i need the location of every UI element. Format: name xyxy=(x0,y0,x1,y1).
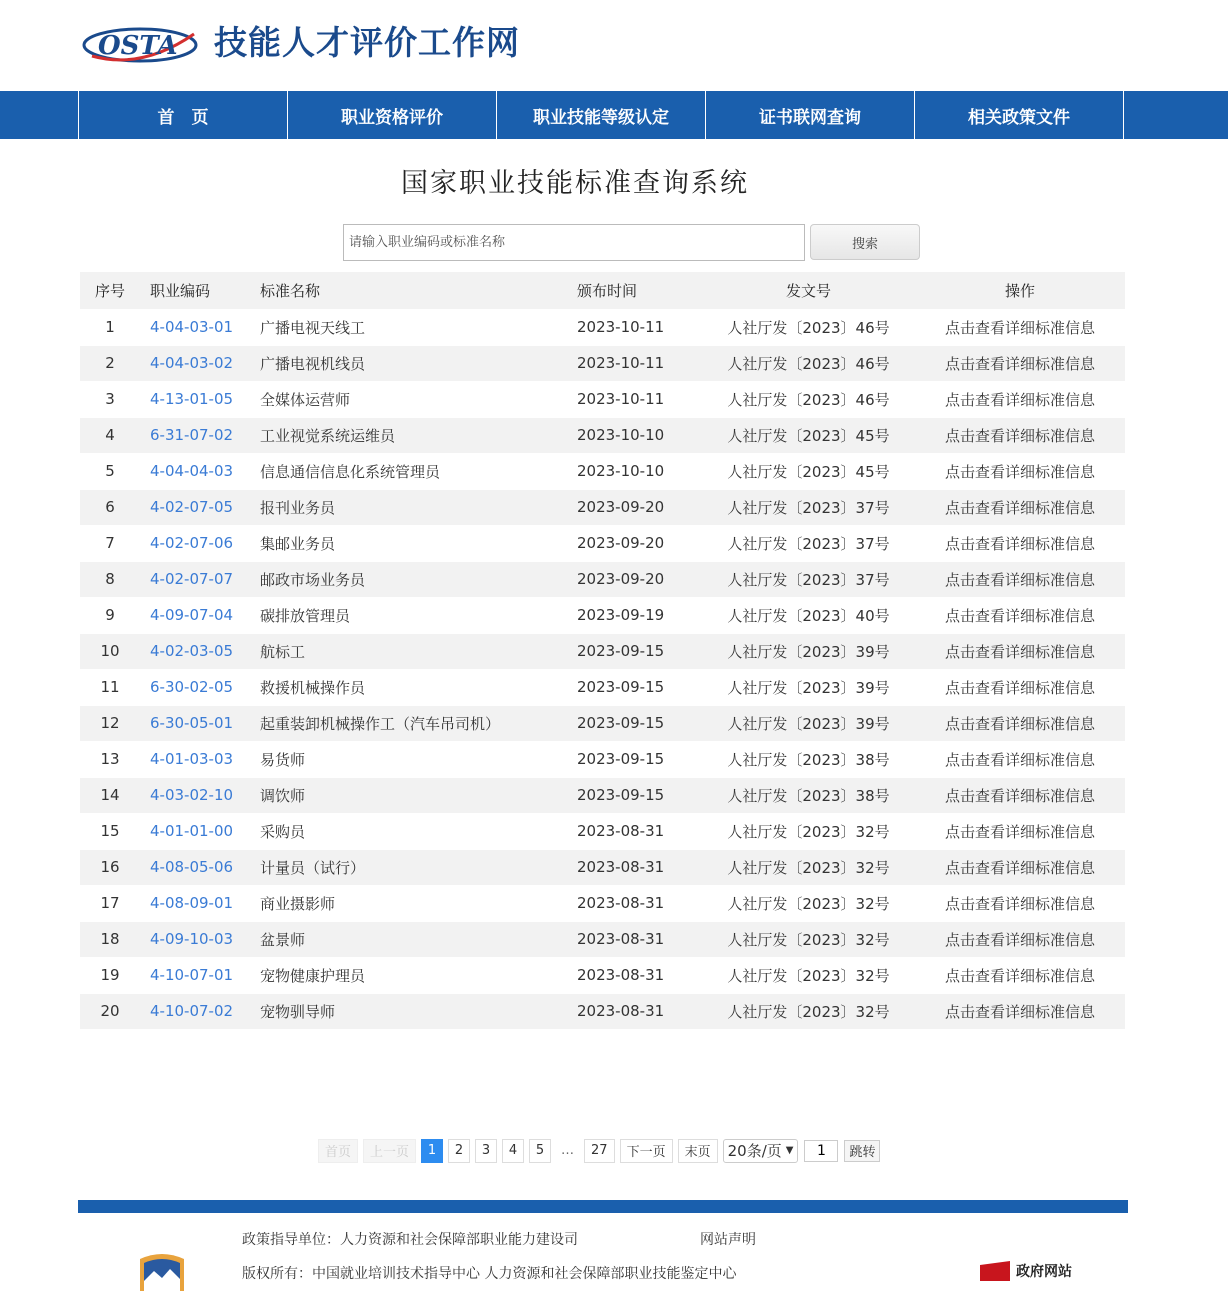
row-name: 商业摄影师 xyxy=(260,885,577,921)
header-date: 颁布时间 xyxy=(577,272,702,309)
footer-divider-bar xyxy=(78,1200,1128,1213)
row-date: 2023-09-15 xyxy=(577,777,702,813)
row-name: 易货师 xyxy=(260,741,577,777)
row-action-link[interactable]: 点击查看详细标准信息 xyxy=(915,417,1125,453)
row-doc: 人社厅发〔2023〕32号 xyxy=(702,885,915,921)
row-no: 11 xyxy=(80,669,140,705)
row-code-cell xyxy=(140,633,260,669)
table-row xyxy=(80,309,1125,345)
table-row xyxy=(80,561,1125,597)
row-date: 2023-09-20 xyxy=(577,525,702,561)
row-action-link[interactable]: 点击查看详细标准信息 xyxy=(915,849,1125,885)
page-number-button[interactable]: 2 xyxy=(448,1139,470,1163)
row-code[interactable]: 4-13-01-05 xyxy=(150,390,234,408)
table-row xyxy=(80,381,1125,417)
row-action-link[interactable]: 点击查看详细标准信息 xyxy=(915,885,1125,921)
row-name: 调饮师 xyxy=(260,777,577,813)
table-row xyxy=(80,597,1125,633)
row-doc: 人社厅发〔2023〕37号 xyxy=(702,489,915,525)
row-code[interactable]: 4-03-02-10 xyxy=(150,786,234,804)
row-no: 5 xyxy=(80,453,140,489)
row-name: 报刊业务员 xyxy=(260,489,577,525)
pagination xyxy=(318,1138,880,1163)
first-page-button[interactable]: 首页 xyxy=(318,1139,358,1163)
row-date: 2023-08-31 xyxy=(577,849,702,885)
row-doc: 人社厅发〔2023〕32号 xyxy=(702,921,915,957)
row-name: 全媒体运营师 xyxy=(260,381,577,417)
row-code[interactable]: 4-02-07-07 xyxy=(150,570,234,588)
row-name: 起重装卸机械操作工（汽车吊司机） xyxy=(260,705,577,741)
nav-item-qualification[interactable]: 职业资格评价 xyxy=(288,91,497,139)
row-code[interactable]: 4-04-04-03 xyxy=(150,462,234,480)
row-name: 宠物健康护理员 xyxy=(260,957,577,993)
row-doc: 人社厅发〔2023〕37号 xyxy=(702,525,915,561)
row-action-link[interactable]: 点击查看详细标准信息 xyxy=(915,525,1125,561)
row-action-link[interactable]: 点击查看详细标准信息 xyxy=(915,777,1125,813)
table-row xyxy=(80,417,1125,453)
prev-page-button[interactable]: 上一页 xyxy=(363,1139,416,1163)
table-row xyxy=(80,705,1125,741)
table-header-row xyxy=(80,272,1125,309)
row-code-cell xyxy=(140,741,260,777)
page-title: 国家职业技能标准查询系统 xyxy=(401,168,749,199)
row-code[interactable]: 6-30-05-01 xyxy=(150,714,234,732)
row-date: 2023-09-19 xyxy=(577,597,702,633)
row-action-link[interactable]: 点击查看详细标准信息 xyxy=(915,705,1125,741)
row-action-link[interactable]: 点击查看详细标准信息 xyxy=(915,921,1125,957)
nav-item-skill-level[interactable]: 职业技能等级认定 xyxy=(497,91,706,139)
row-code-cell xyxy=(140,885,260,921)
row-date: 2023-10-11 xyxy=(577,345,702,381)
row-name: 宠物驯导师 xyxy=(260,993,577,1029)
row-doc: 人社厅发〔2023〕32号 xyxy=(702,993,915,1029)
row-no: 2 xyxy=(80,345,140,381)
nav-item-policy-files[interactable]: 相关政策文件 xyxy=(915,91,1124,139)
row-name: 工业视觉系统运维员 xyxy=(260,417,577,453)
row-code-cell xyxy=(140,921,260,957)
footer-policy-unit: 政策指导单位：人力资源和社会保障部职业能力建设司 xyxy=(242,1232,578,1248)
row-action-link[interactable]: 点击查看详细标准信息 xyxy=(915,813,1125,849)
page-number-button[interactable]: 3 xyxy=(475,1139,497,1163)
row-action-link[interactable]: 点击查看详细标准信息 xyxy=(915,561,1125,597)
row-action-link[interactable]: 点击查看详细标准信息 xyxy=(915,633,1125,669)
gov-badge-label: 政府网站 xyxy=(1016,1264,1072,1280)
row-name: 计量员（试行） xyxy=(260,849,577,885)
osta-logo[interactable] xyxy=(82,18,200,68)
row-code-cell xyxy=(140,525,260,561)
row-doc: 人社厅发〔2023〕39号 xyxy=(702,633,915,669)
table-row xyxy=(80,741,1125,777)
row-code-cell xyxy=(140,777,260,813)
jump-page-input[interactable] xyxy=(804,1140,838,1162)
table-row xyxy=(80,777,1125,813)
next-page-button[interactable]: 下一页 xyxy=(620,1139,673,1163)
footer-statement-link[interactable]: 网站声明 xyxy=(700,1232,756,1248)
row-name: 广播电视天线工 xyxy=(260,309,577,345)
ministry-emblem-icon xyxy=(136,1251,188,1291)
row-date: 2023-10-11 xyxy=(577,309,702,345)
row-code-cell xyxy=(140,705,260,741)
row-date: 2023-08-31 xyxy=(577,993,702,1029)
row-code[interactable]: 4-09-10-03 xyxy=(150,930,234,948)
row-date: 2023-09-15 xyxy=(577,669,702,705)
table-row xyxy=(80,525,1125,561)
row-code[interactable]: 4-08-09-01 xyxy=(150,894,234,912)
row-code-cell xyxy=(140,345,260,381)
table-row xyxy=(80,489,1125,525)
pagination-ellipsis: … xyxy=(561,1143,575,1158)
row-code-cell xyxy=(140,489,260,525)
row-doc: 人社厅发〔2023〕46号 xyxy=(702,345,915,381)
row-doc: 人社厅发〔2023〕37号 xyxy=(702,561,915,597)
row-date: 2023-08-31 xyxy=(577,813,702,849)
row-no: 16 xyxy=(80,849,140,885)
row-code-cell xyxy=(140,561,260,597)
header-doc: 发文号 xyxy=(702,272,915,309)
row-name: 救援机械操作员 xyxy=(260,669,577,705)
row-no: 10 xyxy=(80,633,140,669)
row-no: 18 xyxy=(80,921,140,957)
row-doc: 人社厅发〔2023〕39号 xyxy=(702,705,915,741)
row-code-cell xyxy=(140,597,260,633)
row-code-cell xyxy=(140,813,260,849)
row-code-cell xyxy=(140,381,260,417)
row-code[interactable]: 4-02-07-06 xyxy=(150,534,234,552)
table-row xyxy=(80,885,1125,921)
row-name: 盆景师 xyxy=(260,921,577,957)
row-code[interactable]: 4-04-03-01 xyxy=(150,318,234,336)
row-code[interactable]: 4-10-07-01 xyxy=(150,966,234,984)
row-action-link[interactable]: 点击查看详细标准信息 xyxy=(915,597,1125,633)
row-code-cell xyxy=(140,957,260,993)
header-action: 操作 xyxy=(915,272,1125,309)
jump-button[interactable]: 跳转 xyxy=(844,1140,880,1162)
table-row xyxy=(80,633,1125,669)
row-no: 3 xyxy=(80,381,140,417)
row-code[interactable]: 4-02-03-05 xyxy=(150,642,234,660)
row-doc: 人社厅发〔2023〕46号 xyxy=(702,309,915,345)
row-action-link[interactable]: 点击查看详细标准信息 xyxy=(915,993,1125,1029)
row-no: 9 xyxy=(80,597,140,633)
row-action-link[interactable]: 点击查看详细标准信息 xyxy=(915,489,1125,525)
page-size-value: 20条/页 xyxy=(727,1142,782,1160)
table-row xyxy=(80,957,1125,993)
page-number-button[interactable]: 5 xyxy=(529,1139,551,1163)
row-code-cell xyxy=(140,993,260,1029)
table-row xyxy=(80,453,1125,489)
end-page-button[interactable]: 末页 xyxy=(678,1139,718,1163)
row-date: 2023-09-20 xyxy=(577,561,702,597)
row-doc: 人社厅发〔2023〕32号 xyxy=(702,849,915,885)
row-date: 2023-08-31 xyxy=(577,885,702,921)
row-action-link[interactable]: 点击查看详细标准信息 xyxy=(915,957,1125,993)
row-no: 17 xyxy=(80,885,140,921)
row-code-cell xyxy=(140,309,260,345)
row-doc: 人社厅发〔2023〕39号 xyxy=(702,669,915,705)
chevron-down-icon: ▼ xyxy=(785,1145,794,1156)
nav-item-home[interactable]: 首 页 xyxy=(79,91,288,139)
row-date: 2023-10-10 xyxy=(577,417,702,453)
search-input[interactable] xyxy=(343,224,805,261)
row-no: 1 xyxy=(80,309,140,345)
standards-table xyxy=(80,272,1125,1029)
row-action-link[interactable]: 点击查看详细标准信息 xyxy=(915,381,1125,417)
row-code[interactable]: 6-30-02-05 xyxy=(150,678,234,696)
page-number-button[interactable]: 4 xyxy=(502,1139,524,1163)
row-name: 邮政市场业务员 xyxy=(260,561,577,597)
row-doc: 人社厅发〔2023〕46号 xyxy=(702,381,915,417)
row-code[interactable]: 6-31-07-02 xyxy=(150,426,234,444)
row-no: 4 xyxy=(80,417,140,453)
table-row xyxy=(80,345,1125,381)
main-nav xyxy=(0,91,1228,139)
row-no: 14 xyxy=(80,777,140,813)
row-no: 15 xyxy=(80,813,140,849)
row-name: 信息通信信息化系统管理员 xyxy=(260,453,577,489)
row-date: 2023-08-31 xyxy=(577,957,702,993)
row-name: 集邮业务员 xyxy=(260,525,577,561)
row-doc: 人社厅发〔2023〕40号 xyxy=(702,597,915,633)
row-no: 7 xyxy=(80,525,140,561)
row-code[interactable]: 4-02-07-05 xyxy=(150,498,234,516)
row-date: 2023-09-15 xyxy=(577,705,702,741)
row-doc: 人社厅发〔2023〕45号 xyxy=(702,417,915,453)
row-doc: 人社厅发〔2023〕38号 xyxy=(702,741,915,777)
row-name: 采购员 xyxy=(260,813,577,849)
gov-website-badge[interactable] xyxy=(980,1261,1072,1281)
footer-copyright: 版权所有：中国就业培训技术指导中心 人力资源和社会保障部职业技能鉴定中心 xyxy=(242,1266,737,1282)
row-date: 2023-09-15 xyxy=(577,741,702,777)
row-date: 2023-09-15 xyxy=(577,633,702,669)
row-no: 8 xyxy=(80,561,140,597)
row-code-cell xyxy=(140,669,260,705)
row-code-cell xyxy=(140,453,260,489)
row-no: 13 xyxy=(80,741,140,777)
table-row xyxy=(80,993,1125,1029)
row-no: 20 xyxy=(80,993,140,1029)
nav-item-certificate-query[interactable]: 证书联网查询 xyxy=(706,91,915,139)
row-no: 19 xyxy=(80,957,140,993)
row-name: 碳排放管理员 xyxy=(260,597,577,633)
row-code[interactable]: 4-04-03-02 xyxy=(150,354,234,372)
flag-icon xyxy=(980,1261,1010,1281)
row-date: 2023-10-10 xyxy=(577,453,702,489)
row-action-link[interactable]: 点击查看详细标准信息 xyxy=(915,453,1125,489)
table-row xyxy=(80,669,1125,705)
row-date: 2023-08-31 xyxy=(577,921,702,957)
row-code[interactable]: 4-09-07-04 xyxy=(150,606,234,624)
row-code[interactable]: 4-01-01-00 xyxy=(150,822,234,840)
table-row xyxy=(80,921,1125,957)
table-row xyxy=(80,813,1125,849)
row-action-link[interactable]: 点击查看详细标准信息 xyxy=(915,309,1125,345)
header-code: 职业编码 xyxy=(140,272,260,309)
row-doc: 人社厅发〔2023〕38号 xyxy=(702,777,915,813)
row-no: 12 xyxy=(80,705,140,741)
row-action-link[interactable]: 点击查看详细标准信息 xyxy=(915,669,1125,705)
row-no: 6 xyxy=(80,489,140,525)
table-row xyxy=(80,849,1125,885)
row-action-link[interactable]: 点击查看详细标准信息 xyxy=(915,741,1125,777)
site-footer xyxy=(0,1213,1228,1282)
row-code[interactable]: 4-01-03-03 xyxy=(150,750,234,768)
row-doc: 人社厅发〔2023〕32号 xyxy=(702,957,915,993)
page-number-button[interactable]: 1 xyxy=(421,1139,443,1163)
row-name: 广播电视机线员 xyxy=(260,345,577,381)
row-code[interactable]: 4-08-05-06 xyxy=(150,858,234,876)
row-code-cell xyxy=(140,849,260,885)
site-title: 技能人才评价工作网 xyxy=(214,23,520,62)
row-code-cell xyxy=(140,417,260,453)
header-name: 标准名称 xyxy=(260,272,577,309)
row-date: 2023-10-11 xyxy=(577,381,702,417)
svg-text:OSTA: OSTA xyxy=(98,31,178,61)
search-button[interactable]: 搜索 xyxy=(810,224,920,260)
row-action-link[interactable]: 点击查看详细标准信息 xyxy=(915,345,1125,381)
row-doc: 人社厅发〔2023〕32号 xyxy=(702,813,915,849)
row-doc: 人社厅发〔2023〕45号 xyxy=(702,453,915,489)
site-header xyxy=(0,0,1228,91)
last-page-number-button[interactable]: 27 xyxy=(584,1139,615,1163)
page-size-select[interactable] xyxy=(723,1139,799,1163)
row-date: 2023-09-20 xyxy=(577,489,702,525)
header-no: 序号 xyxy=(80,272,140,309)
row-code[interactable]: 4-10-07-02 xyxy=(150,1002,234,1021)
row-name: 航标工 xyxy=(260,633,577,669)
